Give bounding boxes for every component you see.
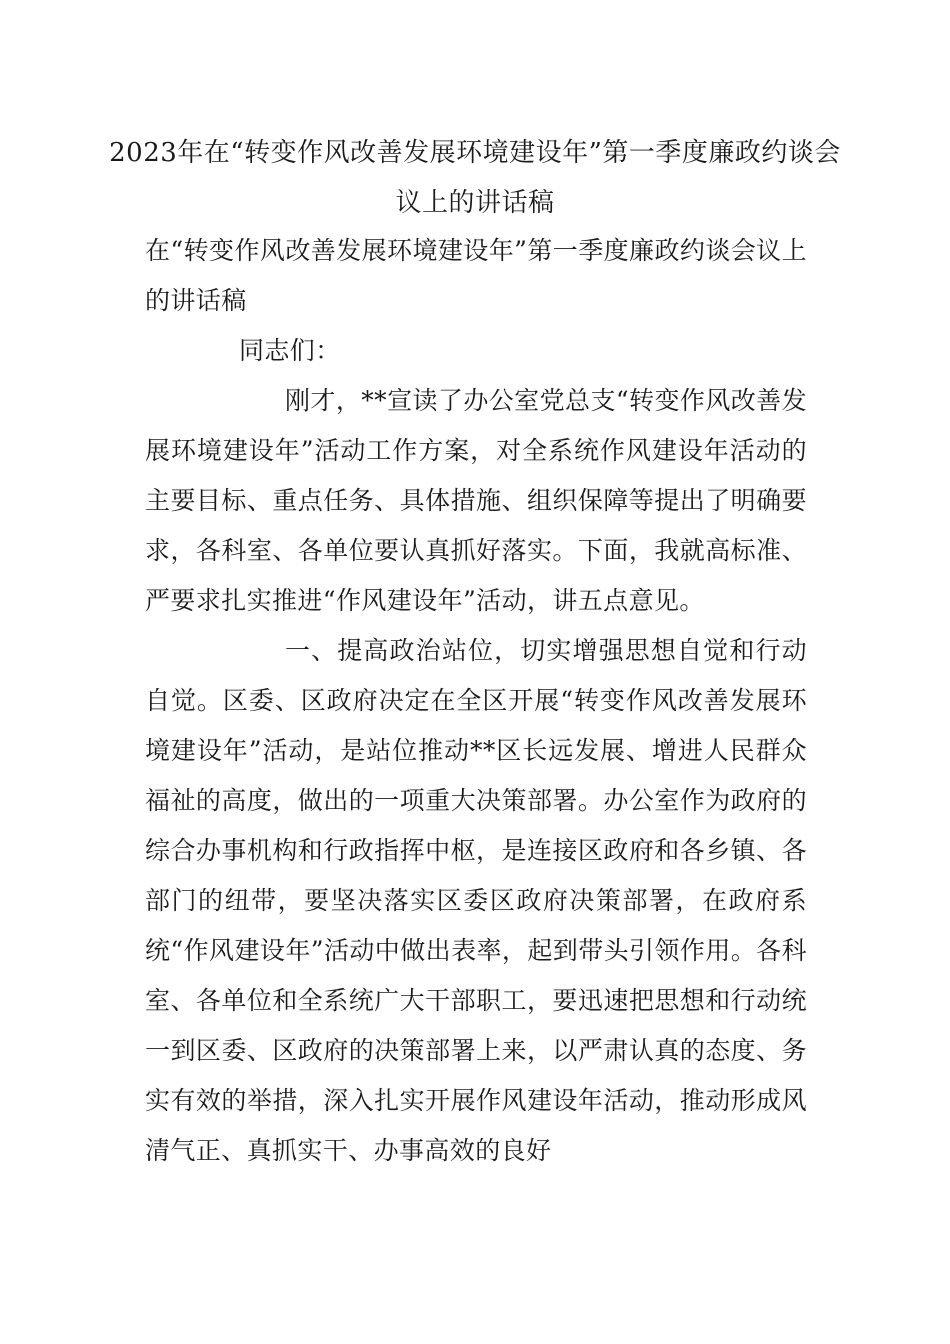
document-title: 2023年在“转变作风改善发展环境建设年”第一季度廉政约谈会议上的讲话稿 — [109, 138, 841, 218]
document-body — [145, 226, 807, 1176]
salutation: 同志们： — [239, 336, 341, 365]
paragraph: 一、提高政治站位，切实增强思想自觉和行动自觉。区委、区政府决定在全区开展“转变作风改善发展环境建设年”活动，是站位推动**区长远发展、增进人民群众福祉的高度，做出的一项重大决策部署。办公室作为政府的综合办事机构和行政指挥中枢，是连接区政府和各乡镇、各部门的纽带，要坚决落实区委区政府决策部署，在政府系统“作风建设年”活动中做出表率，起到带头引领作用。各科室、各单位和全系统广大干部职工，要迅速把思想和行动统一到区委、区政府的决策部署上来，以严肃认真的态度、务实有效的举措，深入扎实开展作风建设年活动，推动形成风清气正、真抓实干、办事高效的良好 — [145, 636, 807, 1165]
paragraph: 刚才，**宣读了办公室党总支“转变作风改善发展环境建设年”活动工作方案，对全系统作风建设年活动的主要目标、重点任务、具体措施、组织保障等提出了明确要求，各科室、各单位要认真抓好落实。下面，我就高标准、严要求扎实推进“作风建设年”活动，讲五点意见。 — [145, 386, 807, 615]
document-subtitle: 在“转变作风改善发展环境建设年”第一季度廉政约谈会议上的讲话稿 — [145, 236, 807, 315]
